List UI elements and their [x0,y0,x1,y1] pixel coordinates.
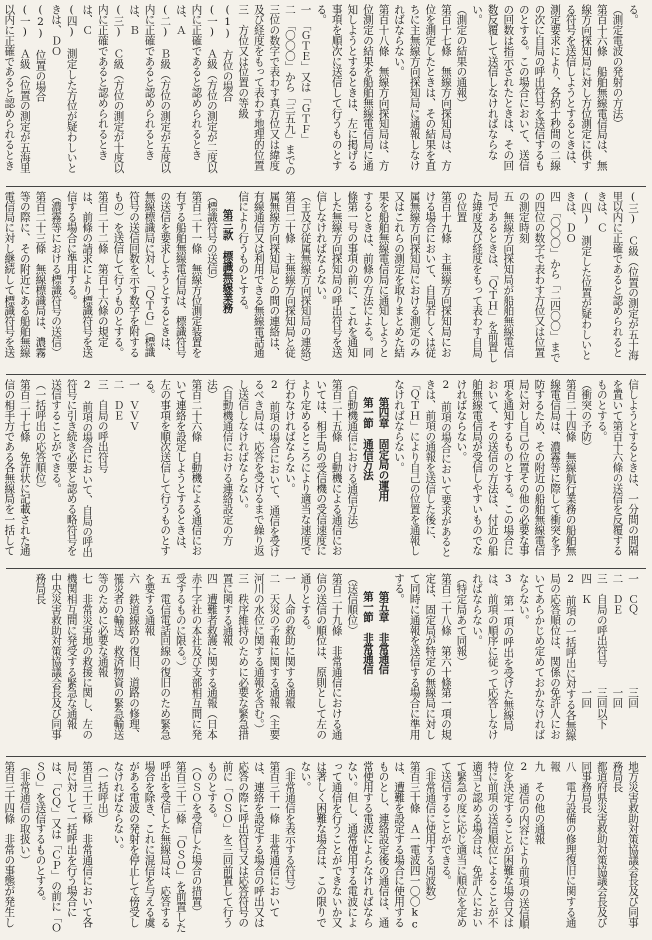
list-item: (四) 測定した位置が疑わしいときは、ＤＯ [564,191,593,361]
article-text: 第百十六條 船舶無線電信局は、無線方向探知局に対し方位測定に供する符号を送信しようとするときは、測定要求により、各約十秒間の二線の次に自局の呼出符号を送信するものとする。この場合において、送信の回数は指示されたときは、その回数反覆して送信しなければならない。 [471,4,608,171]
text-column: （非常通信に使用する周波数） [424,761,437,907]
text-column: （自動機通信における通信方法） [346,379,359,535]
list-item: (1) 方位の場合 [221,4,234,102]
article-text: 第百三十三條 非常通信において各局に対して一括呼出を行う場合には、「ＣＱ」又は「ＣＰ」の前に「ＯＳＯ」を送信するものとする。 [34,761,94,933]
text-column: 3 第一項の呼出を受けた無線局は、前項の順序に従って応答しなければならない。 [471,573,515,740]
article-text: 第百二十五條 自動機による通信においては、相手局の受信機の受信速度により定めるところにより適当な速度で行わなければならない。 [283,379,343,556]
text-column: （主及び従属無線方向探知局の連絡） [299,191,312,368]
text-band-2 [3,186,646,370]
list-item: (三) Ｃ級（方位の測定が十度以内に正確であると認められるときは、Ｃ [81,4,125,174]
list-item: 五 電信電話回線の復旧のため緊急を要する通報 [143,573,172,740]
list-item: 四 Ｋ 一回 [580,573,593,709]
chapter-heading: 第四章 固定局の運用 [377,397,390,501]
list-item: 一 「ＧＴＥ」又は「ＧＴＦ」 [299,4,312,145]
chapter-heading: 第五章 非常通信 [377,591,390,675]
text-band-3 [3,374,646,564]
list-item: (2) 位置の場合 [34,4,47,102]
article-text: 第百二十六條 自動機による通信において連絡を設定しようとするときは、左の事項を順次送信して行うものとする。 [143,379,203,556]
text-column: （自動機通信における連絡設定の方法） [205,379,234,546]
article-text: 第百三十條 Ａ一電波四一〇〇kcは、遭難を設定する場合に使用するものとし、連絡設定後の通信は、通常使用する電波によらなければならない。但し、通常使用する電波によって通信を行うことができないか又は著しく困難な場合は、この限りでない。 [299,761,421,931]
article-text: 第百二十八條 第六十條第一項の規定は、固定局が特定の無線局に対して同時に通報を送信する場合に準用する。 [393,573,452,740]
list-item: 四 「〇〇〇」から「二四〇〇」までの四位の数字で表わす方位又は位置の測定時刻 [517,191,562,363]
list-item: 九 その他の通報 [533,761,546,845]
list-item: (一) Ａ級（位置の測定が五海里以内に正確であると認められるとき [3,4,31,174]
list-item: (一) Ａ級（方位の測定が二度以内に正確であると認められるときは、Ａ [174,4,218,174]
article-text: 第百二十二條 第百十六條の規定は、前條の請求により標識符号を送信する場合に準用する。 [65,191,109,358]
list-item: 二 ＤＥ 一回 [611,573,624,709]
list-item: 一 ＶＶＶ [128,379,140,431]
vertical-text-block [3,375,646,564]
text-column: 信しようとするときは、一分間の間隔を置いて第百十六條の送信を反覆するものとする。 [595,379,639,556]
text-column: （非常通信を表示する符号） [283,761,296,897]
list-item: 都道府県災害救助対策協議会長及び同事務局長 [580,761,608,928]
list-item: 一 人命の救助に関する通報 [283,573,296,709]
list-item: (三) Ｃ級（位置の測定が五十海里以内に正確であると認められるときは、Ｃ [595,191,639,361]
text-column: （非常通信の取扱い） [18,761,31,865]
article-text: 第百三十一條 非常通信においては、連絡を設定する場合の呼出又は応答の際に呼出符号又は応答符号の前に「ＯＳＯ」を三回前置して行うものとする。 [205,761,281,928]
list-item: 一 ＣＱ 三回 [627,573,639,709]
section-heading: 第一節 非常通信 [361,591,374,675]
text-band-4 [6,568,646,752]
section-heading: 第三款 標識無線業務 [221,209,234,313]
text-column: 2 前項の場合において、自局の呼出符号に引き続き必要と認める略符号を送信することができる。 [50,379,94,558]
text-column: （ＯＳＯを受信した場合の措置） [190,761,203,917]
list-item: 七 非常災害地の救援に関し、左の機関相互間に発受する緊急な通報 [65,573,94,740]
list-item: 二 「〇〇〇」から「三五九」までの三位の数字で表わす真方位又は緯度及び経度をもって表わす地理的位置 [252,4,296,176]
list-item: 三 秩序維持のために必要な緊急措置に関する通報 [221,573,250,740]
text-column: る。 [627,4,639,25]
list-item: 三 自局の呼出符号 三回以下 [595,573,608,729]
list-item: 二 ＤＥ [112,379,125,421]
text-column: （一括呼出の応答順位） [34,379,47,494]
list-item: 四 遭難者救護に関する通報（日本赤十字社の本社及び支部相互間に発受するものに限る。） [174,573,218,740]
list-item: 六 鉄道線路の復旧、道路の修理、罹災者の輸送、救済物資の緊急輸送等のために必要な通報 [96,573,140,740]
text-column: 2 前項の場合において、通信を受けるべき局は、応答を受けるまで繰り返し送信しなければならない。 [237,379,281,558]
article-text: 第百十七條 無線方向探知局は、方位を測定したときは、その結果を直ちに主無線方向探知局に通報しなければならない。 [393,4,452,171]
article-text: 第百二十三條 無線標識局は、濃霧等の際に、その附近にある船舶無線電信局に対し継続して標識符号を送 [3,191,47,358]
text-column: （測定の結果の通報） [455,4,468,108]
vertical-text-block [3,0,646,182]
text-band-1 [3,0,646,182]
article-text: 第百二十一條 無線方位測定装置を有する船舶無線電信局は、標識符号の送信を要求しようとするときは、無線標識局に対し、「ＱＴＧ」（標識符号の送信回数を示す数字を附するもの）を送信して行うものとする。 [112,191,203,358]
text-column: （濃霧等における標識符号の送信） [50,191,63,358]
list-item: 三 自局の呼出符号 [96,379,109,473]
vertical-text-block [3,187,646,370]
article-text: 第百十九條 主無線方向探知局における場合において、自局若しくは従属無線方向探知局における測定のみ又はこれらの測定を取りまとめた結果を船舶無線電信局に通知しようとするときは、前條の方法による。同條第一号の事項の前に、これを通知した無線方向探知局の呼出符号を送信しなければならない。 [315,191,452,358]
text-column: （衝突の予防） [580,379,593,452]
text-column: （測定電波の発射の方法） [611,4,624,129]
article-text: 第百二十九條 非常通信における通信の送信の順位は、原則として左の通りとする。 [299,573,343,740]
text-column: （標識符号の送信） [205,191,218,285]
text-column: 2 前項の一括呼出に対する各無線局の応答順位は、関係の免許人においてあらかじめ定めておかなければならない。 [517,573,577,741]
list-item: 八 電力設備の修理復旧に関する通報 [549,761,577,928]
article-text: 第百二十七條 免許状に記載された通信の相手方である各無線局を一括して [3,379,31,556]
article-text: 第百二十條 主無線方向探知局と従属無線方向探知局との間の連絡は、有線通信又は利用できる無線電話通信により行うものとする。 [237,191,296,358]
text-column: （特定局あて同報） [455,573,468,667]
vertical-text-block [6,569,646,752]
article-text: 第百十八條 無線方向探知局は、方位測定の結果を船舶無線電信局に通知しようとするときは、左に掲げる事項を順次に送信して行うものとする。 [315,4,390,171]
article-text: 第百三十四條 非常の事態が発生し [3,761,16,928]
list-item: (二) Ｂ級（方位の測定が五度以内に正確であると認められるときは、Ｂ [128,4,172,174]
list-item: 中央災害救助対策協議会長及び同事務局長 [34,573,63,740]
list-item: 二 天災の予報に関する通報（主要河川の水位に関する通報を含む。） [252,573,281,740]
list-item: 三 方位又は位置の等級 [237,4,250,119]
text-column: 2 前項の場合において要求があるときは、前項の通報を送信した後に、「ＱＴＨ」により自己の位置を通報しなければならない。 [393,379,452,558]
vertical-text-block [3,757,646,938]
list-item: 五 無線方向探知局が船舶無線電信局であるときは、「ＱＴＨ」を前置した緯度及び経度をもって表わす自局の位置 [455,191,515,363]
text-column: （一括呼出） [96,761,109,824]
article-text: 第百二十四條 無線航行業務の船舶無線電信局は、濃霧等に際して衝突を予防するため、その附近の船舶無線電信局に対し自己の位置その他の必要な事項を通知するものとする。この場合において、その送信の方法は、付近の船舶無線電信局が受信しやすいものでなければならない。 [455,379,577,556]
list-item: 地方災害救助対策協議会長及び同事務局長 [611,761,639,928]
article-text: 第百三十二條 「ＯＳＯ」を前置した呼出を受信した無線局は、応答する場合を除き、これに混信を与える虞がある電波の発射を停止して傍受しなければならない。 [112,761,187,933]
section-heading: 第一節 通信方法 [361,397,374,481]
text-column: 2 通信の内容により前項の送信順位を決定することが困難な場合又は特に前項の送信順位によることが不適当と認める場合は、免許人において緊急の度に応じ適当に順位を定めて送信することができる。 [439,761,530,929]
text-band-5 [3,756,646,938]
list-item: (四) 測定した方位が疑わしいときは、ＤＯ [50,4,78,174]
text-column: （送信順位） [346,573,359,636]
